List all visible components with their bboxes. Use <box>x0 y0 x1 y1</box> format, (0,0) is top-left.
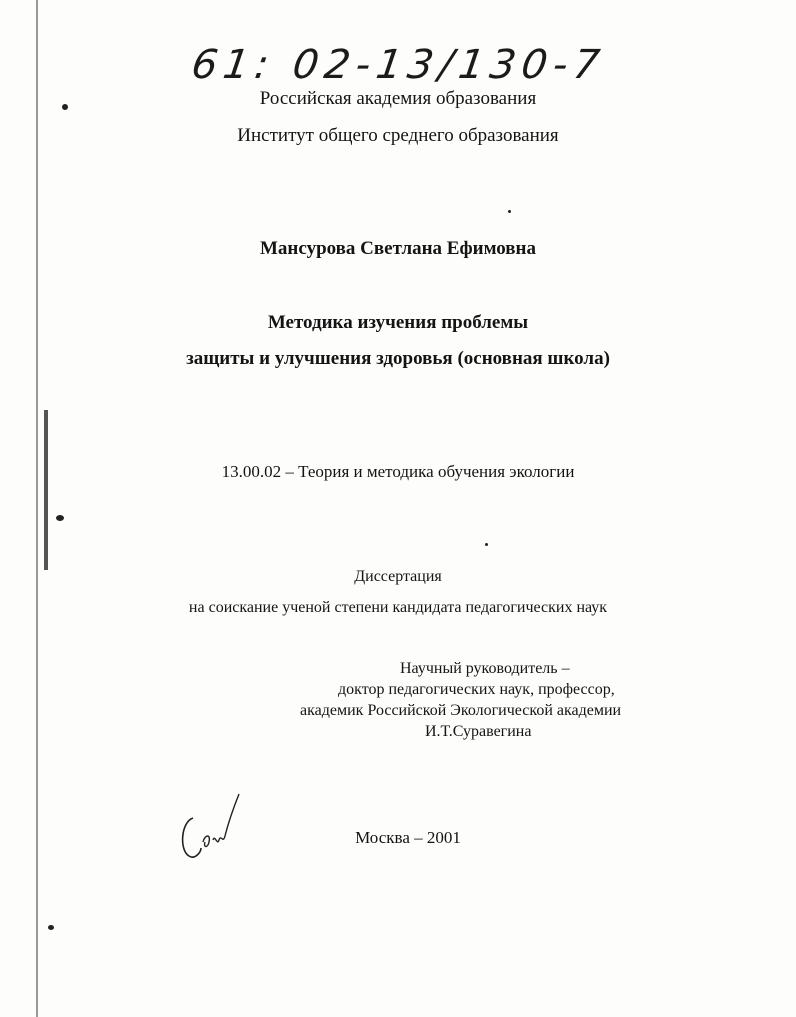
scan-speck <box>508 210 511 213</box>
thesis-title-line-1: Методика изучения проблемы <box>267 312 529 333</box>
institution-institute: Институт общего среднего образования <box>237 125 559 146</box>
supervisor-academy: академик Российской Экологической академии <box>300 702 622 719</box>
signature-scribble <box>175 790 245 865</box>
institution-academy: Российская академия образования <box>259 88 537 109</box>
supervisor-degree: доктор педагогических наук, профессор, <box>338 681 615 698</box>
thesis-title-line-2: защиты и улучшения здоровья (основная школа) <box>186 348 610 369</box>
place-and-year: Москва – 2001 <box>355 828 461 847</box>
scan-speck <box>485 543 488 546</box>
degree-line: на соискание ученой степени кандидата педагогических наук <box>188 599 608 616</box>
specialty-code: 13.00.02 – Теория и методика обучения экологии <box>221 462 575 481</box>
author-name: Мансурова Светлана Ефимовна <box>260 238 536 259</box>
document-type: Диссертация <box>354 568 442 585</box>
handwritten-archive-code: 61: 02-13/130-7 <box>188 42 609 88</box>
supervisor-name: И.Т.Суравегина <box>425 723 532 740</box>
supervisor-label: Научный руководитель – <box>400 660 570 677</box>
scan-speck <box>56 515 64 521</box>
scan-edge-mark <box>44 410 48 570</box>
scan-edge-line <box>36 0 38 1017</box>
scan-speck <box>48 925 54 930</box>
